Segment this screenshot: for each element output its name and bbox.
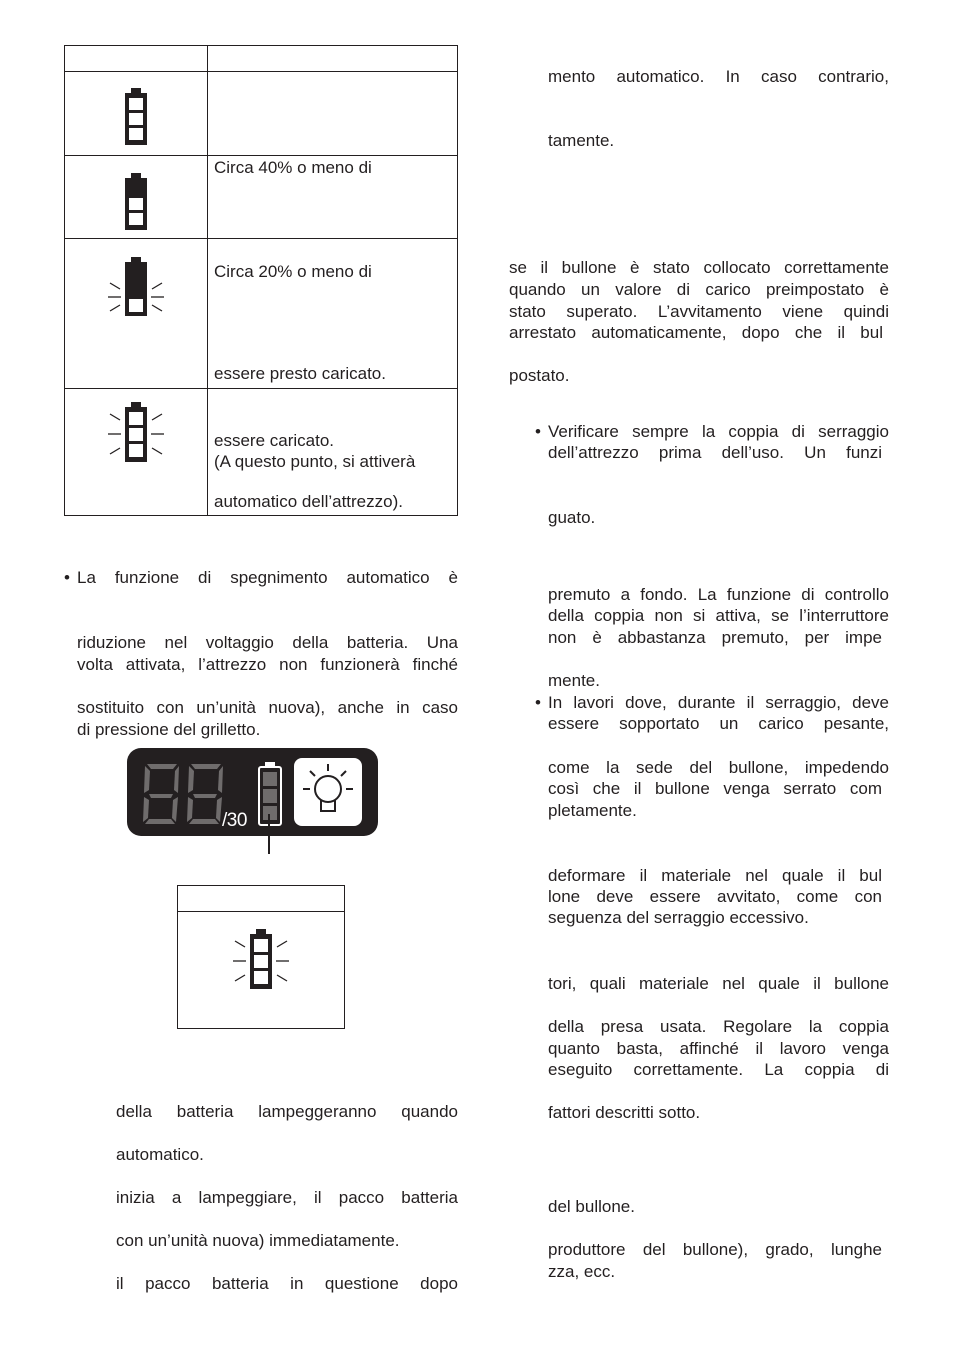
right-top-line-2: tamente. bbox=[548, 131, 615, 150]
heavy-load-line-12: eseguito correttamente. La coppia di bbox=[548, 1060, 889, 1079]
bolt-line-2: produttore del bullone), grado, lunghe bbox=[548, 1240, 882, 1259]
battery-all-blinking-icon bbox=[232, 929, 290, 993]
heavy-load-line-11: quanto basta, affinché il lavoro venga bbox=[548, 1039, 889, 1058]
trigger-para-line-1: premuto a fondo. La funzione di controllo bbox=[548, 585, 889, 604]
auto-shutoff-line-5: di pressione del grilletto. bbox=[77, 720, 261, 739]
indicator-pointer-line bbox=[268, 814, 270, 854]
torque-para-line-5: postato. bbox=[509, 366, 570, 385]
heavy-load-line-8: seguenza del serraggio eccessivo. bbox=[548, 908, 809, 927]
battery-empty-blinking-icon bbox=[107, 402, 165, 466]
battery-low-blinking-icon bbox=[107, 257, 165, 323]
blink-line-3: inizia a lampeggiare, il pacco batteria bbox=[116, 1188, 458, 1207]
bolt-line-1: del bullone. bbox=[548, 1197, 635, 1216]
bullet-marker: • bbox=[535, 693, 541, 712]
heavy-load-line-6: deformare il materiale nel quale il bul bbox=[548, 866, 882, 885]
bolt-line-3: zza, ecc. bbox=[548, 1262, 616, 1281]
battery-row-4-text-3: automatico dell’attrezzo). bbox=[214, 492, 403, 511]
table-header-divider bbox=[178, 911, 344, 912]
blink-line-1: della batteria lampeggeranno quando bbox=[116, 1102, 458, 1121]
battery-two-thirds-icon bbox=[123, 173, 149, 231]
trigger-para-line-2: della coppia non si attiva, se l’interruttore bbox=[548, 606, 889, 625]
heavy-load-line-5: pletamente. bbox=[548, 801, 637, 820]
heavy-load-line-1: In lavori dove, durante il serraggio, deve bbox=[548, 693, 889, 712]
right-top-line-1: mento automatico. In caso contrario, bbox=[548, 67, 889, 86]
verify-torque-line-2: dell’attrezzo prima dell’uso. Un funzi bbox=[548, 443, 882, 462]
light-bulb-icon bbox=[294, 758, 362, 826]
heavy-load-line-9: tori, quali materiale nel quale il bullone bbox=[548, 974, 889, 993]
battery-full-icon bbox=[123, 88, 149, 146]
heavy-load-line-7: lone deve essere avvitato, come con bbox=[548, 887, 882, 906]
auto-shutoff-line-1: La funzione di spegnimento automatico è bbox=[77, 568, 458, 587]
blink-line-4: con un’unità nuova) immediatamente. bbox=[116, 1231, 400, 1250]
table-row-divider bbox=[65, 388, 457, 389]
verify-torque-line-1: Verificare sempre la coppia di serraggio bbox=[548, 422, 889, 441]
battery-level-table bbox=[64, 45, 458, 516]
bullet-marker: • bbox=[64, 568, 70, 587]
battery-row-4-text-1: essere caricato. bbox=[214, 431, 334, 450]
counter-suffix: /30 bbox=[222, 810, 247, 831]
auto-shutoff-line-4: sostituito con un’unità nuova), anche in caso bbox=[77, 698, 458, 717]
table-row-divider bbox=[65, 238, 457, 239]
bullet-marker: • bbox=[535, 422, 541, 441]
torque-para-line-4: arrestato automaticamente, dopo che il bul bbox=[509, 323, 883, 342]
torque-para-line-2: quando un valore di carico preimpostato è bbox=[509, 280, 889, 299]
blink-line-5: il pacco batteria in questione dopo bbox=[116, 1274, 458, 1293]
battery-row-2-text: Circa 40% o meno di bbox=[214, 158, 372, 177]
battery-row-4-text-2: (A questo punto, si attiverà bbox=[214, 452, 416, 471]
auto-shutoff-line-2: riduzione nel voltaggio della batteria. Una bbox=[77, 633, 458, 652]
auto-shutoff-line-3: volta attivata, l’attrezzo non funzionerà finché bbox=[77, 655, 458, 674]
table-header-divider bbox=[65, 71, 457, 72]
battery-blink-table bbox=[177, 885, 345, 1029]
seven-segment-digits-icon bbox=[141, 762, 231, 826]
blink-line-2: automatico. bbox=[116, 1145, 204, 1164]
trigger-para-line-4: mente. bbox=[548, 671, 600, 690]
battery-row-3-text-1: Circa 20% o meno di bbox=[214, 262, 372, 281]
heavy-load-line-10: della presa usata. Regolare la coppia bbox=[548, 1017, 889, 1036]
heavy-load-line-3: come la sede del bullone, impedendo bbox=[548, 758, 889, 777]
torque-para-line-3: stato superato. L’avvitamento viene quindi bbox=[509, 302, 889, 321]
battery-indicator-icon bbox=[258, 762, 282, 826]
battery-row-3-text-2: essere presto caricato. bbox=[214, 364, 386, 383]
verify-torque-line-3: guato. bbox=[548, 508, 596, 527]
heavy-load-line-2: essere sopportato un carico pesante, bbox=[548, 714, 889, 733]
torque-para-line-1: se il bullone è stato collocato correttamente bbox=[509, 258, 889, 277]
heavy-load-line-4: così che il bullone venga serrato com bbox=[548, 779, 882, 798]
table-row-divider bbox=[65, 155, 457, 156]
control-display-panel bbox=[127, 748, 378, 836]
trigger-para-line-3: non è abbastanza premuto, per impe bbox=[548, 628, 882, 647]
heavy-load-line-13: fattori descritti sotto. bbox=[548, 1103, 701, 1122]
table-column-divider bbox=[207, 46, 208, 515]
